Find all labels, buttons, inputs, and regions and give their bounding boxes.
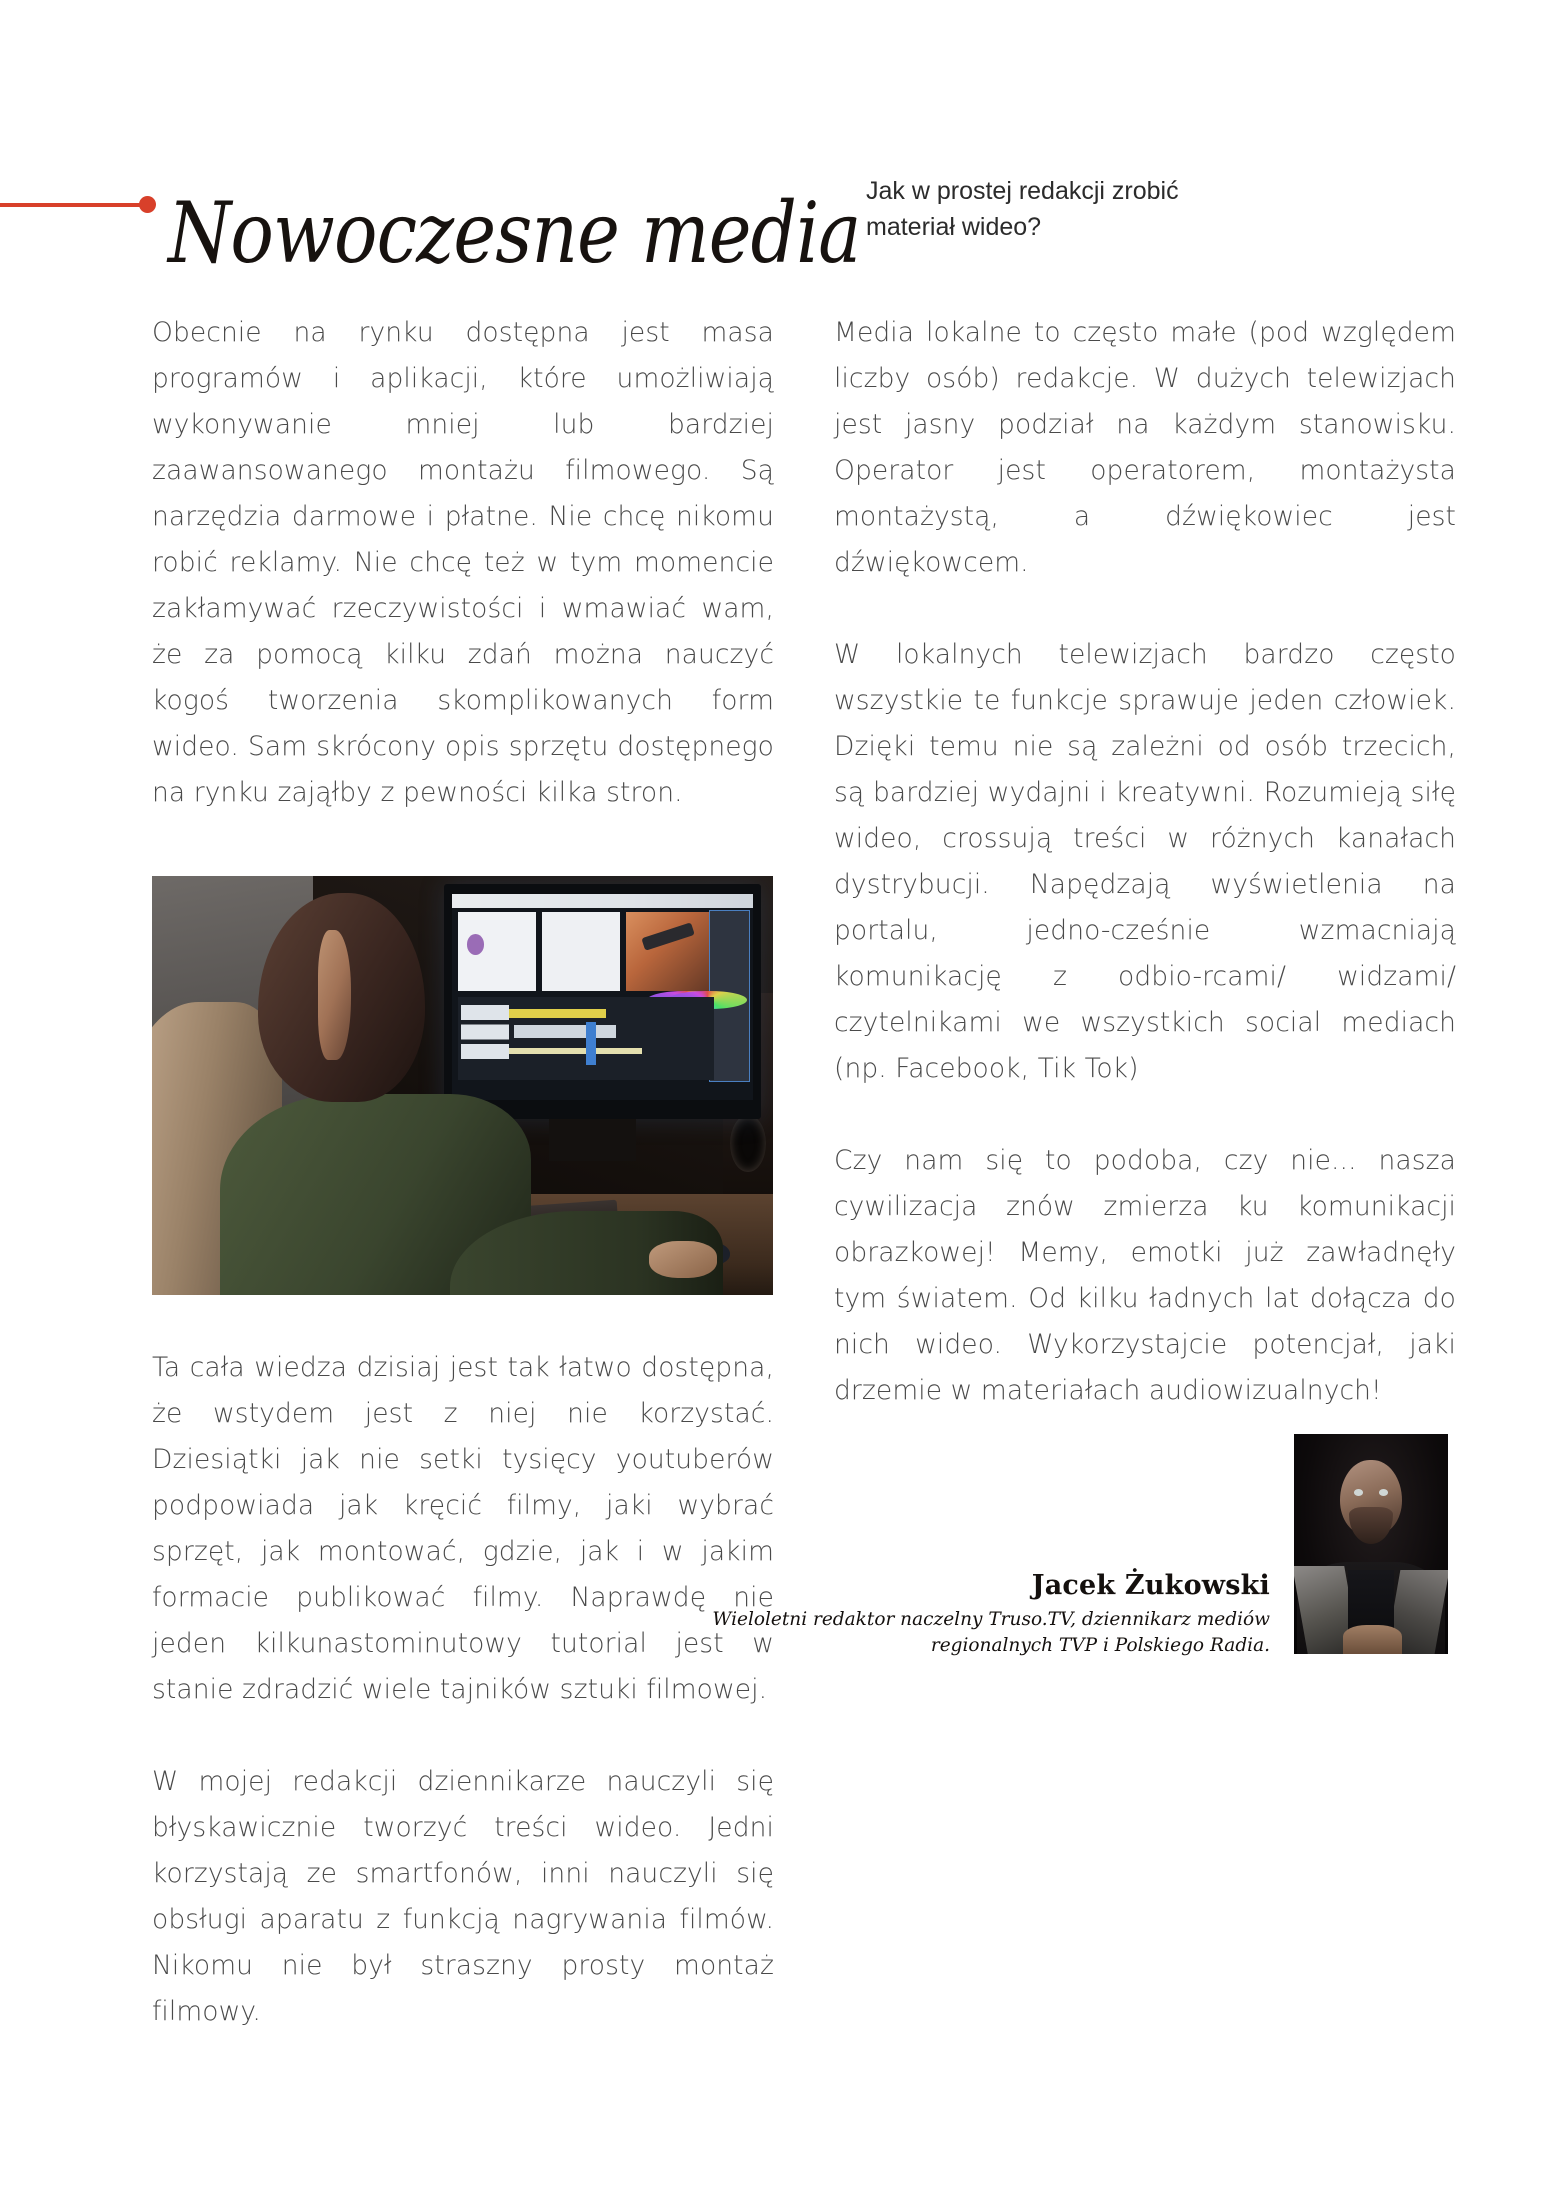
column-right bbox=[834, 310, 1456, 1414]
paragraph: W mojej redakcji dziennikarze nauczyli się błyskawicznie tworzyć treści wideo. Jedni korzystają ze smartfonów, inni nauczyli się obsługi aparatu z funkcją nagrywania filmów. Nikomu nie był straszny prosty montaż filmowy. bbox=[152, 1766, 774, 2027]
author-bio: Wieloletni redaktor naczelny Truso.TV, dziennikarz mediów regionalnych TVP i Polskiego Radia. bbox=[712, 1609, 1270, 1657]
photo-monitor bbox=[444, 884, 761, 1119]
author-name: Jacek Żukowski bbox=[1031, 1570, 1270, 1601]
author-eye-right bbox=[1379, 1489, 1388, 1496]
photo-timeline-clip bbox=[514, 1025, 616, 1038]
accent-dot bbox=[139, 196, 156, 213]
article-photo bbox=[152, 876, 773, 1295]
paragraph: Ta cała wiedza dzisiaj jest tak łatwo dostępna, że wstydem jest z niej nie korzystać. Dziesiątki jak nie setki tysięcy youtuberów podpowiada jak kręcić filmy, jaki wybrać sprzęt, jak montować, gdzie, jak i w jakim formacie publikować filmy. Naprawdę nie jeden kilkunastominutowy tutorial jest w stanie zdradzić wiele tajników sztuki filmowej. bbox=[152, 1352, 774, 1705]
photo-editor-menubar bbox=[452, 894, 753, 908]
accent-rule bbox=[0, 203, 146, 207]
paragraph: Czy nam się to podoba, czy nie... nasza cywilizacja znów zmierza ku komunikacji obrazkowej! Memy, emotki już zawładnęły tym światem. Od kilku ładnych lat dołącza do nich wideo. Wykorzystajcie potencjał, jaki drzemie w materiałach audiowizualnych! bbox=[834, 1145, 1456, 1406]
photo-editor-panel-b bbox=[542, 912, 620, 990]
photo-editor-preview bbox=[626, 912, 716, 990]
photo-person-face bbox=[318, 930, 352, 1060]
paragraph: Media lokalne to często małe (pod względem liczby osób) redakcje. W dużych telewizjach jest jasny podział na każdym stanowisku. Operator jest operatorem, montażysta montażystą, a dźwiękowiec jest dźwiękowcem. bbox=[834, 317, 1456, 578]
column-left-lower bbox=[152, 1345, 774, 2035]
author-photo bbox=[1294, 1434, 1448, 1654]
photo-editor-thumbnails bbox=[461, 1005, 509, 1059]
photo-editor-panel-a bbox=[458, 912, 536, 990]
photo-person-hand bbox=[649, 1241, 717, 1279]
photo-monitor-screen bbox=[452, 894, 753, 1100]
photo-timeline-playhead bbox=[586, 1022, 596, 1065]
article-kicker: Jak w prostej redakcji zrobić materiał wideo? bbox=[866, 177, 1179, 241]
author-hands bbox=[1343, 1625, 1402, 1654]
photo-monitor-stand bbox=[549, 1119, 636, 1161]
author-eye-left bbox=[1354, 1489, 1363, 1496]
paragraph: W lokalnych telewizjach bardzo często wszystkie te funkcje sprawuje jeden człowiek. Dzięki temu nie są zależni od osób trzecich, są bardziej wydajni i kreatywni. Rozumieją siłę wideo, crossują treści w różnych kanałach dystrybucji. Napędzają wyświetlenia na portalu, jedno-cześnie wzmacniają komunikację z odbio-rcami/ widzami/ czytelnikami we wszystkich social mediach (np. Facebook, Tik Tok) bbox=[834, 639, 1456, 1084]
page-title: Nowoczesne media bbox=[168, 184, 861, 283]
column-left bbox=[152, 310, 774, 816]
paragraph: Obecnie na rynku dostępna jest masa programów i aplikacji, które umożliwiają wykonywanie mniej lub bardziej zaawansowanego montażu filmowego. Są narzędzia darmowe i płatne. Nie chcę nikomu robić reklamy. Nie chcę też w tym momencie zakłamywać rzeczywistości i wmawiać wam, że za pomocą kilku zdań można nauczyć kogoś tworzenia skomplikowanych form wideo. Sam skrócony opis sprzętu dostępnego na rynku zająłby z pewności kilka stron. bbox=[152, 317, 774, 808]
